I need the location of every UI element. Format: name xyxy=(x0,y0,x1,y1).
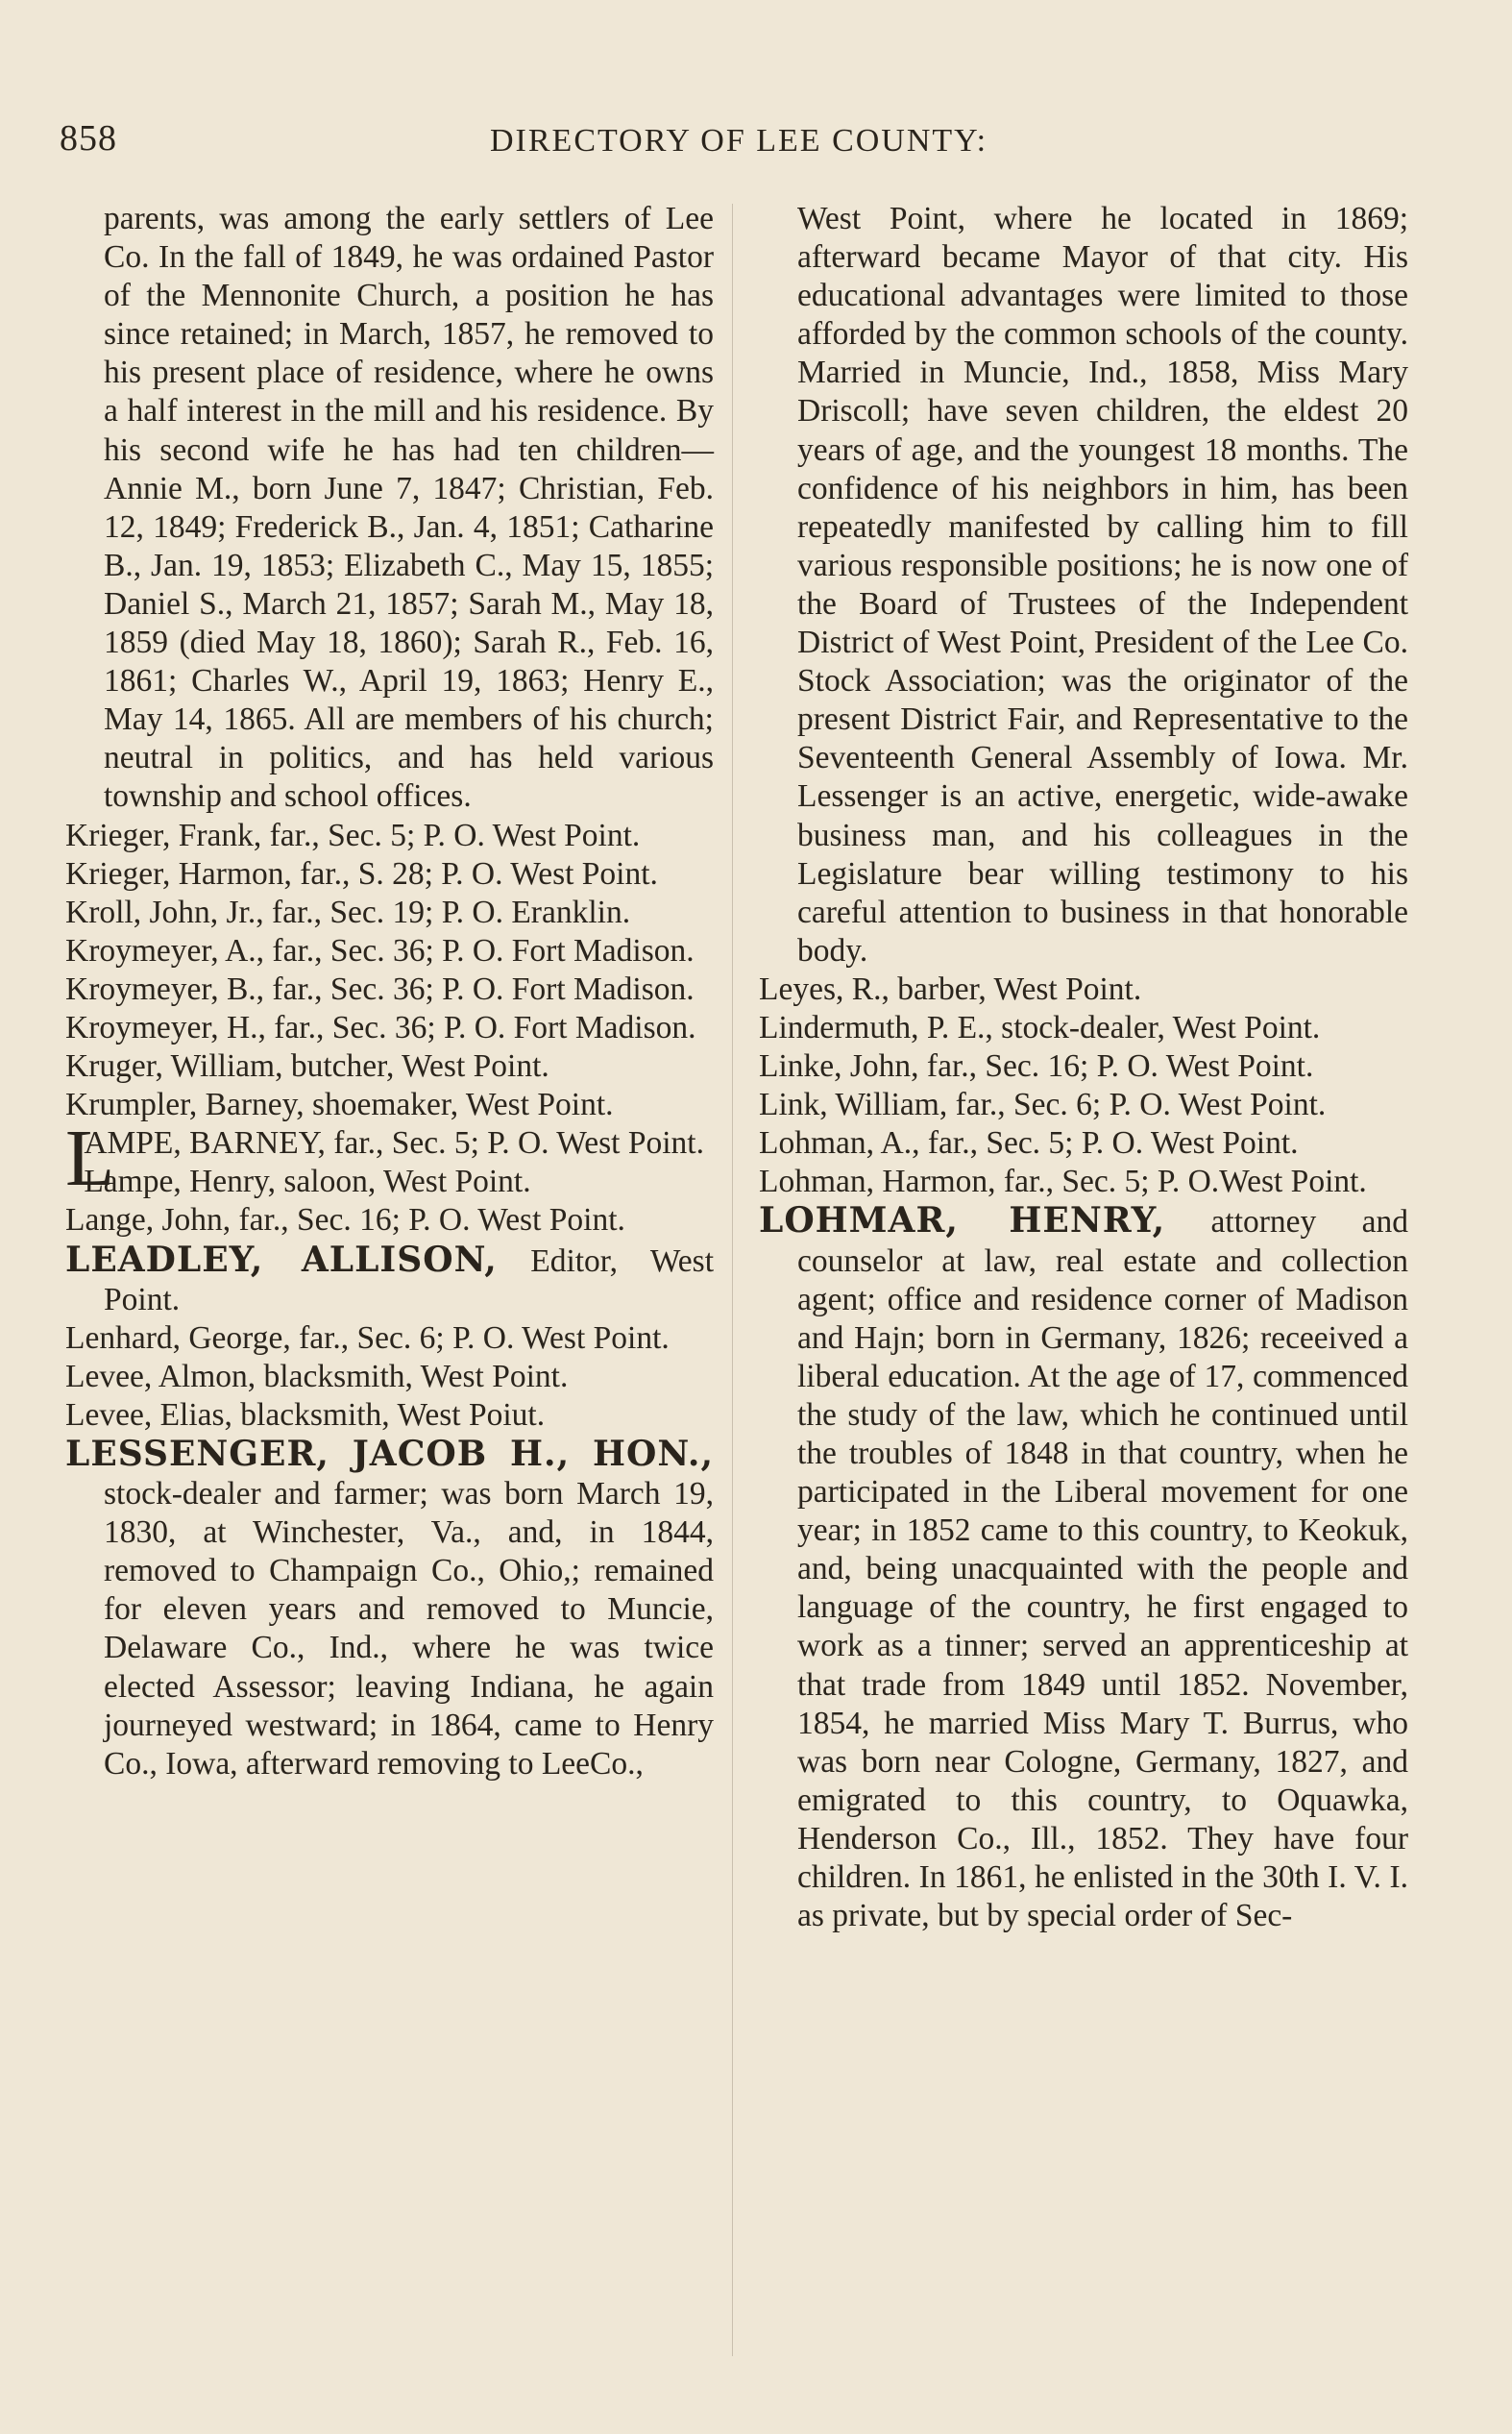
directory-entry: Lohman, Harmon, far., Sec. 5; P. O.West Point. xyxy=(759,1164,1367,1200)
directory-entry: Leyes, R., barber, West Point. xyxy=(759,971,1142,1007)
entry-text: attorney and counselor at law, real estate and collection agent; office and residence corner of Madison and Hajn; born in Germany, 1826; receeived a liberal education. At the age of 17, commenced the study of the law, which he continued until the troubles of 1848 in that country, when he participated in the Liberal movement for one year; in 1852 came to this country, to Keokuk, and, being unacquainted with the people and language of the country, he first engaged to work as a tinner; served an apprenticeship at that trade from 1849 until 1852. November, 1854, he married Miss Mary T. Burrus, who was born near Cologne, Germany, 1827, and emigrated to this country, to Oquawka, Henderson Co., Ill., 1852. They have four children. In 1861, he enlisted in the 30th I. V. I. as private, but by special order of Sec- xyxy=(797,1204,1408,1934)
directory-entry: Levee, Almon, blacksmith, West Point. xyxy=(65,1358,569,1394)
directory-entry: Krumpler, Barney, shoemaker, West Point. xyxy=(65,1087,614,1123)
directory-entry: Link, William, far., Sec. 6; P. O. West Point. xyxy=(759,1087,1327,1123)
directory-entry: Kruger, William, butcher, West Point. xyxy=(65,1048,549,1085)
continuation-paragraph: West Point, where he located in 1869; afterward became Mayor of that city. His educational advantages were limited to those afforded by the common schools of the county. Married in Muncie, Ind., 1858, Miss Mary Driscoll; have seven children, the eldest 20 years of age, and the youngest 18 months. The confidence of his neighbors in him, has been repeatedly manifested by calling him to fill various responsible positions; he is now one of the Board of Trustees of the Independent District of West Point, President of the Lee Co. Stock Association; was the originator of the present District Fair, and Representative to the Seventeenth General Assembly of Iowa. Mr. Lessenger is an active, energetic, wide-awake business man, and his colleagues in the Legislature bear willing testimony to his careful attention to business in that honorable body. xyxy=(797,201,1408,969)
directory-entry: Kroymeyer, B., far., Sec. 36; P. O. Fort Madison. xyxy=(65,971,695,1007)
page-number: 858 xyxy=(60,118,117,159)
directory-entry: Lenhard, George, far., Sec. 6; P. O. West Point. xyxy=(65,1319,670,1356)
directory-entry: Lange, John, far., Sec. 16; P. O. West Point. xyxy=(65,1202,625,1239)
directory-entry: Kroymeyer, A., far., Sec. 36; P. O. Fort Madison. xyxy=(65,932,695,969)
lessenger-entry xyxy=(65,1435,714,1783)
entry-name-bold: LEADLEY, ALLISON, xyxy=(65,1239,498,1280)
directory-entry: Lohman, A., far., Sec. 5; P. O. West Point. xyxy=(759,1125,1299,1162)
directory-entry: Lampe, Henry, saloon, West Point. xyxy=(84,1164,531,1200)
continuation-paragraph: parents, was among the early settlers of Lee Co. In the fall of 1849, he was ordained Pastor of the Mennonite Church, a position he has since retained; in March, 1857, he removed to his present place of residence, where he owns a half interest in the mill and his residence. By his second wife he has had ten children—Annie M., born June 7, 1847; Christian, Feb. 12, 1849; Frederick B., Jan. 4, 1851; Catharine B., Jan. 19, 1853; Elizabeth C., May 15, 1855; Daniel S., March 21, 1857; Sarah M., May 18, 1859 (died May 18, 1860); Sarah R., Feb. 16, 1861; Charles W., April 19, 1863; Henry E., May 14, 1865. All are members of his church; neutral in politics, and has held various township and school offices. xyxy=(104,201,714,815)
leadley-entry xyxy=(65,1241,714,1319)
directory-entry: Kroll, John, Jr., far., Sec. 19; P. O. Eranklin. xyxy=(65,894,631,930)
entry-text: stock-dealer and farmer; was born March 19, 1830, at Winchester, Va., and, in 1844, removed to Champaign Co., Ohio,; remained for eleven years and removed to Muncie, Delaware Co., Ind., where he was twice elected Assessor; leaving Indiana, he again journeyed westward; in 1864, came to Henry Co., Iowa, afterward removing to LeeCo., xyxy=(104,1476,714,1782)
drop-cap: L xyxy=(65,1114,115,1204)
directory-entry: Levee, Elias, blacksmith, West Poiut. xyxy=(65,1396,546,1433)
directory-entry: Lindermuth, P. E., stock-dealer, West Point. xyxy=(759,1009,1321,1045)
lampe-entry-text: AMPE, BARNEY, far., Sec. 5; P. O. West Point. xyxy=(84,1125,704,1162)
entry-text: Editor, West Point. xyxy=(104,1242,715,1317)
directory-entry: Kroymeyer, H., far., Sec. 36; P. O. Fort Madison. xyxy=(65,1009,696,1045)
right-column xyxy=(759,200,1408,1935)
directory-entry: Krieger, Frank, far., Sec. 5; P. O. West Point. xyxy=(65,817,641,853)
lohmar-entry xyxy=(759,1201,1408,1935)
left-column xyxy=(65,200,714,1783)
running-title: DIRECTORY OF LEE COUNTY: xyxy=(490,123,988,159)
entry-name-bold: LESSENGER, JACOB H., HON., xyxy=(65,1434,714,1474)
directory-entry: Krieger, Harmon, far., S. 28; P. O. West Point. xyxy=(65,855,658,892)
directory-entry: Linke, John, far., Sec. 16; P. O. West Point. xyxy=(759,1048,1314,1085)
entry-name-bold: LOHMAR, HENRY, xyxy=(759,1200,1166,1242)
column-divider xyxy=(732,204,733,2356)
